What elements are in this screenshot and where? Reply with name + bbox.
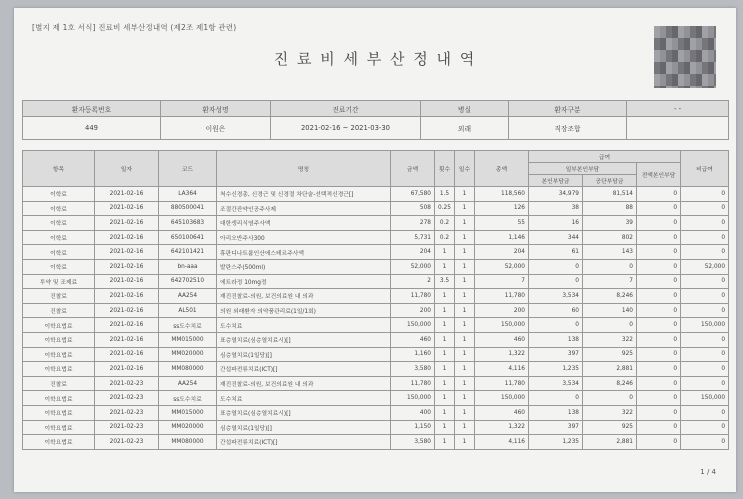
cell-price: 278 bbox=[391, 216, 435, 231]
cell-category: 이학요법료 bbox=[23, 391, 95, 406]
cell-total: 204 bbox=[475, 245, 529, 260]
cell-days: 1 bbox=[455, 347, 475, 362]
cell-insurer-share: 0 bbox=[583, 259, 637, 274]
cell-price: 1,150 bbox=[391, 420, 435, 435]
cell-name: 척수신경총, 신경근 및 신경절 차단술-선택적신경근[] bbox=[217, 187, 391, 202]
cell-category: 이학요법료 bbox=[23, 318, 95, 333]
cell-insurer-share: 802 bbox=[583, 230, 637, 245]
cell-insurer-share: 322 bbox=[583, 332, 637, 347]
cell-total: 4,116 bbox=[475, 362, 529, 377]
cell-insurer-share: 39 bbox=[583, 216, 637, 231]
cell-non-covered: 0 bbox=[681, 187, 729, 202]
patient-number: 449 bbox=[23, 117, 161, 140]
cell-code: 645103683 bbox=[159, 216, 217, 231]
header-code: 코드 bbox=[159, 151, 217, 187]
cell-price: 204 bbox=[391, 245, 435, 260]
cell-days: 1 bbox=[455, 303, 475, 318]
table-row bbox=[23, 216, 729, 231]
cell-date: 2021-02-16 bbox=[95, 187, 159, 202]
cell-category: 진찰료 bbox=[23, 289, 95, 304]
cell-count: 1 bbox=[435, 303, 455, 318]
table-row bbox=[23, 259, 729, 274]
table-row bbox=[23, 230, 729, 245]
cell-insurer-share: 2,881 bbox=[583, 362, 637, 377]
cell-days: 1 bbox=[455, 362, 475, 377]
cell-days: 1 bbox=[455, 435, 475, 450]
cell-patient-share: 3,534 bbox=[529, 376, 583, 391]
cell-date: 2021-02-23 bbox=[95, 391, 159, 406]
cell-name: 조절간잔약인공주사제 bbox=[217, 201, 391, 216]
table-row bbox=[23, 391, 729, 406]
cell-count: 1 bbox=[435, 362, 455, 377]
table-row bbox=[23, 405, 729, 420]
patient-type: 직장조합 bbox=[509, 117, 627, 140]
cell-days: 1 bbox=[455, 318, 475, 333]
cell-price: 5,731 bbox=[391, 230, 435, 245]
cell-category: 이학요법료 bbox=[23, 332, 95, 347]
cell-patient-share: 1,235 bbox=[529, 435, 583, 450]
cell-insurer-share: 88 bbox=[583, 201, 637, 216]
cell-total: 7 bbox=[475, 274, 529, 289]
cell-count: 1 bbox=[435, 245, 455, 260]
cell-non-covered: 150,000 bbox=[681, 318, 729, 333]
cell-price: 67,580 bbox=[391, 187, 435, 202]
cell-name: 휴판디나트륨인산에스테르주사액 bbox=[217, 245, 391, 260]
cell-insurer-share: 322 bbox=[583, 405, 637, 420]
cell-non-covered: 0 bbox=[681, 289, 729, 304]
cell-patient-share: 61 bbox=[529, 245, 583, 260]
cell-category: 이학료 bbox=[23, 230, 95, 245]
cell-total: 126 bbox=[475, 201, 529, 216]
cell-category: 이학요법료 bbox=[23, 420, 95, 435]
cell-price: 3,580 bbox=[391, 435, 435, 450]
cell-code: 880500041 bbox=[159, 201, 217, 216]
cell-full-copay: 0 bbox=[637, 274, 681, 289]
table-row bbox=[23, 376, 729, 391]
cell-code: MM080000 bbox=[159, 362, 217, 377]
cell-code: LA364 bbox=[159, 187, 217, 202]
patient-info-table bbox=[22, 100, 729, 140]
cell-full-copay: 0 bbox=[637, 332, 681, 347]
cell-days: 1 bbox=[455, 274, 475, 289]
cell-count: 1.5 bbox=[435, 187, 455, 202]
cell-insurer-share: 8,246 bbox=[583, 289, 637, 304]
cell-count: 0.25 bbox=[435, 201, 455, 216]
header-insurer-share: 공단부담금 bbox=[583, 175, 637, 187]
cell-count: 1 bbox=[435, 435, 455, 450]
cell-category: 이학요법료 bbox=[23, 435, 95, 450]
cell-total: 55 bbox=[475, 216, 529, 231]
cell-code: ss도수치료 bbox=[159, 391, 217, 406]
cell-insurer-share: 7 bbox=[583, 274, 637, 289]
cell-count: 1 bbox=[435, 420, 455, 435]
cell-name: 간섭파전류치료(ICT)[] bbox=[217, 435, 391, 450]
header-category: 항목 bbox=[23, 151, 95, 187]
cell-date: 2021-02-16 bbox=[95, 259, 159, 274]
header-ward: 병실 bbox=[421, 101, 509, 117]
cell-non-covered: 0 bbox=[681, 420, 729, 435]
cell-name: 도수치료 bbox=[217, 391, 391, 406]
cell-insurer-share: 81,514 bbox=[583, 187, 637, 202]
cell-full-copay: 0 bbox=[637, 230, 681, 245]
table-row bbox=[23, 362, 729, 377]
cell-non-covered: 0 bbox=[681, 303, 729, 318]
cell-name: 의원 외래환자 의약품관리료(1일/1회) bbox=[217, 303, 391, 318]
cell-count: 1 bbox=[435, 318, 455, 333]
cell-days: 1 bbox=[455, 245, 475, 260]
cell-non-covered: 0 bbox=[681, 245, 729, 260]
cell-days: 1 bbox=[455, 376, 475, 391]
cell-patient-share: 0 bbox=[529, 391, 583, 406]
cell-total: 52,000 bbox=[475, 259, 529, 274]
cell-days: 1 bbox=[455, 332, 475, 347]
cell-total: 1,322 bbox=[475, 347, 529, 362]
cell-patient-share: 1,235 bbox=[529, 362, 583, 377]
cell-total: 460 bbox=[475, 405, 529, 420]
form-note: [별지 제 1호 서식] 진료비 세부산정내역 (제2조 제1항 관련) bbox=[32, 23, 237, 32]
cell-total: 11,780 bbox=[475, 289, 529, 304]
cell-full-copay: 0 bbox=[637, 303, 681, 318]
cell-non-covered: 0 bbox=[681, 274, 729, 289]
cell-full-copay: 0 bbox=[637, 420, 681, 435]
cell-days: 1 bbox=[455, 420, 475, 435]
cell-count: 1 bbox=[435, 289, 455, 304]
cell-code: MM020000 bbox=[159, 420, 217, 435]
cell-name: 표층열치료(심층열치료시)[] bbox=[217, 405, 391, 420]
table-row bbox=[23, 289, 729, 304]
cell-date: 2021-02-23 bbox=[95, 405, 159, 420]
cell-total: 4,116 bbox=[475, 435, 529, 450]
cell-name: 표층열치료(심층열치료시)[] bbox=[217, 332, 391, 347]
table-row bbox=[23, 303, 729, 318]
cell-days: 1 bbox=[455, 187, 475, 202]
cell-total: 200 bbox=[475, 303, 529, 318]
cell-patient-share: 397 bbox=[529, 347, 583, 362]
cell-price: 11,780 bbox=[391, 376, 435, 391]
cell-count: 0.2 bbox=[435, 230, 455, 245]
cell-date: 2021-02-23 bbox=[95, 420, 159, 435]
header-extra: - - bbox=[627, 101, 729, 117]
cell-patient-share: 16 bbox=[529, 216, 583, 231]
cell-name: 심층열치료(1일당)[] bbox=[217, 347, 391, 362]
cell-category: 이학요법료 bbox=[23, 362, 95, 377]
cell-price: 1,160 bbox=[391, 347, 435, 362]
cell-date: 2021-02-16 bbox=[95, 318, 159, 333]
document-title: 진 료 비 세 부 산 정 내 역 bbox=[273, 50, 477, 68]
cell-date: 2021-02-16 bbox=[95, 303, 159, 318]
cell-code: 650100641 bbox=[159, 230, 217, 245]
cell-patient-share: 60 bbox=[529, 303, 583, 318]
header-treatment-period: 진료기간 bbox=[271, 101, 421, 117]
cell-category: 진찰료 bbox=[23, 376, 95, 391]
cell-patient-share: 0 bbox=[529, 274, 583, 289]
table-row bbox=[23, 420, 729, 435]
cell-total: 150,000 bbox=[475, 318, 529, 333]
cell-price: 460 bbox=[391, 332, 435, 347]
header-count: 횟수 bbox=[435, 151, 455, 187]
cell-code: bn-aaa bbox=[159, 259, 217, 274]
cell-date: 2021-02-16 bbox=[95, 216, 159, 231]
treatment-period: 2021-02-16 ~ 2021-03-30 bbox=[271, 117, 421, 140]
cell-full-copay: 0 bbox=[637, 435, 681, 450]
cell-name: 도수치료 bbox=[217, 318, 391, 333]
items-header-row-1 bbox=[23, 151, 729, 163]
header-patient-name: 환자성명 bbox=[161, 101, 271, 117]
document-page bbox=[14, 8, 736, 492]
cell-category: 이학료 bbox=[23, 245, 95, 260]
cell-category: 이학요법료 bbox=[23, 347, 95, 362]
cell-name: 에트라정 10mg정 bbox=[217, 274, 391, 289]
cell-count: 1 bbox=[435, 259, 455, 274]
cell-name: 심층열치료(1일당)[] bbox=[217, 420, 391, 435]
cell-days: 1 bbox=[455, 230, 475, 245]
cell-non-covered: 0 bbox=[681, 230, 729, 245]
cell-patient-share: 138 bbox=[529, 405, 583, 420]
cell-price: 508 bbox=[391, 201, 435, 216]
extra-value bbox=[627, 117, 729, 140]
cell-price: 400 bbox=[391, 405, 435, 420]
header-patient-number: 환자등록번호 bbox=[23, 101, 161, 117]
cell-patient-share: 344 bbox=[529, 230, 583, 245]
cell-price: 2 bbox=[391, 274, 435, 289]
cell-full-copay: 0 bbox=[637, 362, 681, 377]
cell-total: 150,000 bbox=[475, 391, 529, 406]
cell-days: 1 bbox=[455, 391, 475, 406]
header-non-covered: 비급여 bbox=[681, 151, 729, 187]
cell-insurer-share: 2,881 bbox=[583, 435, 637, 450]
cell-count: 3.5 bbox=[435, 274, 455, 289]
cell-date: 2021-02-16 bbox=[95, 289, 159, 304]
cell-total: 1,322 bbox=[475, 420, 529, 435]
cell-code: 642702510 bbox=[159, 274, 217, 289]
header-name: 명칭 bbox=[217, 151, 391, 187]
cell-name: 재진진찰료-의원, 보건의료원 내 의과 bbox=[217, 289, 391, 304]
cell-name: 대한생리식염주사액 bbox=[217, 216, 391, 231]
header-patient-share: 본인부담금 bbox=[529, 175, 583, 187]
cell-patient-share: 38 bbox=[529, 201, 583, 216]
cell-insurer-share: 143 bbox=[583, 245, 637, 260]
cell-insurer-share: 140 bbox=[583, 303, 637, 318]
cell-date: 2021-02-16 bbox=[95, 332, 159, 347]
cell-total: 11,780 bbox=[475, 376, 529, 391]
cell-total: 460 bbox=[475, 332, 529, 347]
cell-code: MM080000 bbox=[159, 435, 217, 450]
cell-date: 2021-02-16 bbox=[95, 362, 159, 377]
cell-days: 1 bbox=[455, 289, 475, 304]
cell-price: 150,000 bbox=[391, 391, 435, 406]
cell-full-copay: 0 bbox=[637, 245, 681, 260]
cell-name: 간섭파전류치료(ICT)[] bbox=[217, 362, 391, 377]
cell-insurer-share: 925 bbox=[583, 420, 637, 435]
cell-full-copay: 0 bbox=[637, 289, 681, 304]
cell-non-covered: 0 bbox=[681, 332, 729, 347]
patient-info-header-row bbox=[23, 101, 729, 117]
cell-count: 1 bbox=[435, 391, 455, 406]
cell-date: 2021-02-16 bbox=[95, 347, 159, 362]
cell-count: 1 bbox=[435, 347, 455, 362]
cell-category: 이학료 bbox=[23, 201, 95, 216]
cell-category: 이학료 bbox=[23, 259, 95, 274]
cell-non-covered: 150,000 bbox=[681, 391, 729, 406]
cell-days: 1 bbox=[455, 216, 475, 231]
cell-name: 아리오반주사300 bbox=[217, 230, 391, 245]
cell-patient-share: 138 bbox=[529, 332, 583, 347]
table-row bbox=[23, 201, 729, 216]
cell-non-covered: 0 bbox=[681, 201, 729, 216]
table-row bbox=[23, 435, 729, 450]
header-copay-group: 일부본인부담 bbox=[529, 163, 637, 175]
header-full-copay: 전액본인부담 bbox=[637, 163, 681, 187]
cell-price: 200 bbox=[391, 303, 435, 318]
header-total: 총액 bbox=[475, 151, 529, 187]
cell-total: 1,146 bbox=[475, 230, 529, 245]
cell-total: 118,560 bbox=[475, 187, 529, 202]
cell-patient-share: 0 bbox=[529, 318, 583, 333]
cell-name: 재진진찰료-의원, 보건의료원 내 의과 bbox=[217, 376, 391, 391]
cell-category: 이학료 bbox=[23, 187, 95, 202]
cell-code: MM015000 bbox=[159, 405, 217, 420]
cell-category: 이학요법료 bbox=[23, 405, 95, 420]
cell-patient-share: 3,534 bbox=[529, 289, 583, 304]
cell-non-covered: 0 bbox=[681, 405, 729, 420]
cell-code: AA254 bbox=[159, 289, 217, 304]
cell-days: 1 bbox=[455, 201, 475, 216]
cell-patient-share: 0 bbox=[529, 259, 583, 274]
cell-price: 11,780 bbox=[391, 289, 435, 304]
cell-full-copay: 0 bbox=[637, 376, 681, 391]
cell-full-copay: 0 bbox=[637, 259, 681, 274]
cell-non-covered: 0 bbox=[681, 362, 729, 377]
cell-patient-share: 34,979 bbox=[529, 187, 583, 202]
table-row bbox=[23, 332, 729, 347]
cell-code: 642101421 bbox=[159, 245, 217, 260]
table-row bbox=[23, 318, 729, 333]
table-row bbox=[23, 187, 729, 202]
cell-full-copay: 0 bbox=[637, 216, 681, 231]
patient-name: 이원은 bbox=[161, 117, 271, 140]
cell-insurer-share: 8,246 bbox=[583, 376, 637, 391]
cell-count: 1 bbox=[435, 376, 455, 391]
charge-items-table bbox=[22, 150, 729, 450]
header-days: 일수 bbox=[455, 151, 475, 187]
page-number: 1 / 4 bbox=[700, 468, 716, 476]
cell-code: MM015000 bbox=[159, 332, 217, 347]
cell-full-copay: 0 bbox=[637, 347, 681, 362]
cell-full-copay: 0 bbox=[637, 187, 681, 202]
table-row bbox=[23, 347, 729, 362]
cell-date: 2021-02-16 bbox=[95, 230, 159, 245]
header-date: 일자 bbox=[95, 151, 159, 187]
cell-date: 2021-02-16 bbox=[95, 201, 159, 216]
cell-full-copay: 0 bbox=[637, 405, 681, 420]
cell-date: 2021-02-16 bbox=[95, 274, 159, 289]
cell-code: AL501 bbox=[159, 303, 217, 318]
cell-full-copay: 0 bbox=[637, 391, 681, 406]
table-row bbox=[23, 245, 729, 260]
cell-patient-share: 397 bbox=[529, 420, 583, 435]
cell-non-covered: 0 bbox=[681, 216, 729, 231]
cell-insurer-share: 0 bbox=[583, 391, 637, 406]
header-price: 금액 bbox=[391, 151, 435, 187]
cell-non-covered: 0 bbox=[681, 435, 729, 450]
cell-price: 3,580 bbox=[391, 362, 435, 377]
cell-date: 2021-02-16 bbox=[95, 245, 159, 260]
cell-days: 1 bbox=[455, 259, 475, 274]
cell-days: 1 bbox=[455, 405, 475, 420]
header-patient-type: 환자구분 bbox=[509, 101, 627, 117]
cell-insurer-share: 0 bbox=[583, 318, 637, 333]
cell-name: 발란스주(500ml) bbox=[217, 259, 391, 274]
cell-full-copay: 0 bbox=[637, 318, 681, 333]
cell-non-covered: 0 bbox=[681, 347, 729, 362]
cell-non-covered: 0 bbox=[681, 376, 729, 391]
charge-items-body bbox=[23, 187, 729, 450]
cell-code: MM020000 bbox=[159, 347, 217, 362]
cell-non-covered: 52,000 bbox=[681, 259, 729, 274]
header-payment: 급여 bbox=[529, 151, 681, 163]
cell-count: 0.2 bbox=[435, 216, 455, 231]
cell-category: 이학료 bbox=[23, 216, 95, 231]
patient-info-value-row bbox=[23, 117, 729, 140]
redacted-block bbox=[654, 26, 716, 88]
cell-price: 52,000 bbox=[391, 259, 435, 274]
ward: 외래 bbox=[421, 117, 509, 140]
cell-full-copay: 0 bbox=[637, 201, 681, 216]
cell-count: 1 bbox=[435, 405, 455, 420]
cell-category: 투약 및 조제료 bbox=[23, 274, 95, 289]
cell-insurer-share: 925 bbox=[583, 347, 637, 362]
table-row bbox=[23, 274, 729, 289]
cell-category: 진찰료 bbox=[23, 303, 95, 318]
cell-code: ss도수치료 bbox=[159, 318, 217, 333]
cell-code: AA254 bbox=[159, 376, 217, 391]
cell-price: 150,000 bbox=[391, 318, 435, 333]
cell-count: 1 bbox=[435, 332, 455, 347]
cell-date: 2021-02-23 bbox=[95, 435, 159, 450]
cell-date: 2021-02-23 bbox=[95, 376, 159, 391]
